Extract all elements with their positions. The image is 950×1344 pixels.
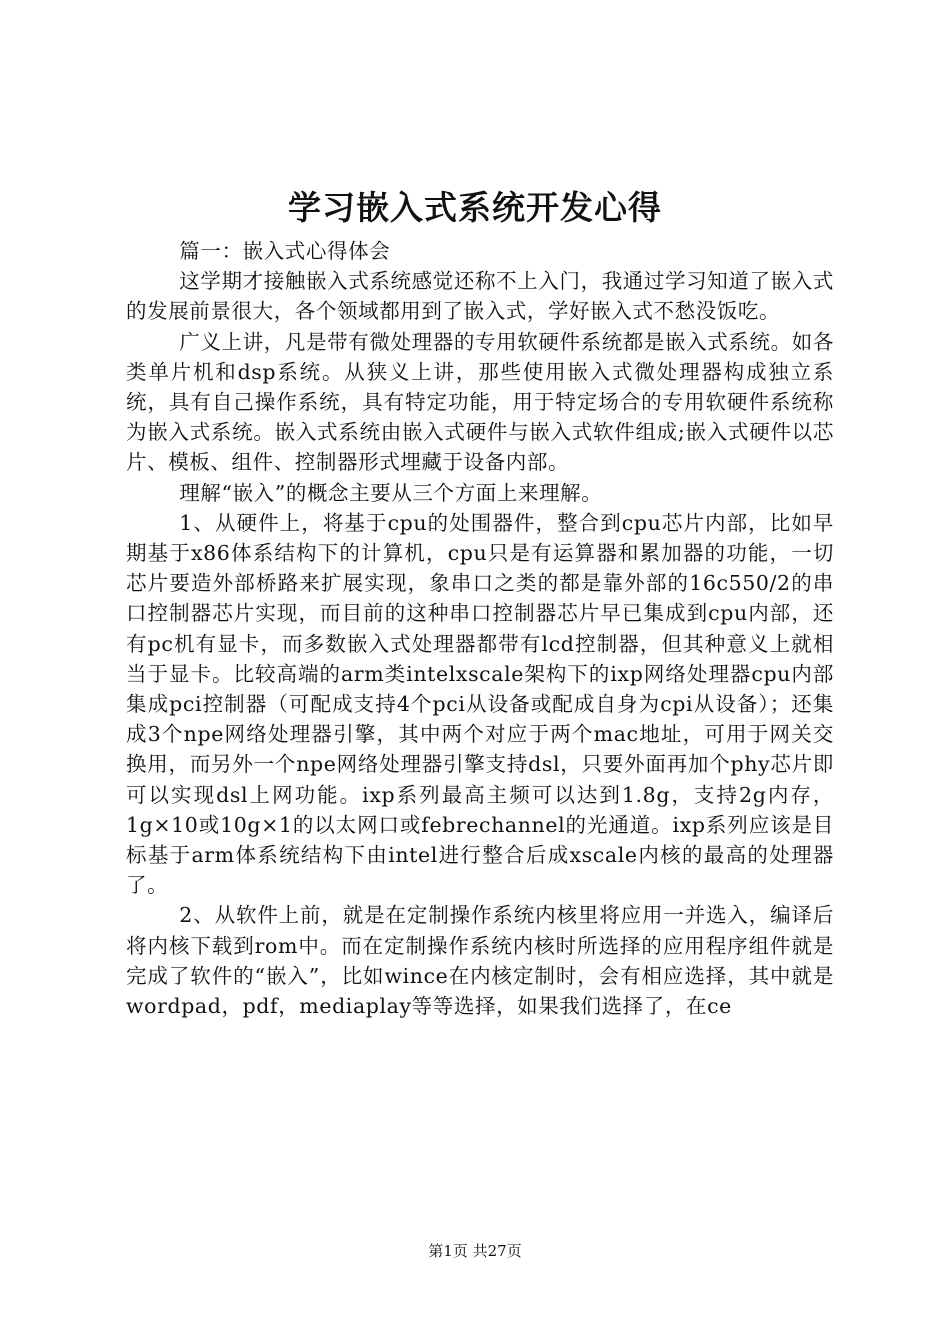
section-heading: 篇一：嵌入式心得体会 — [179, 239, 391, 263]
paragraph: 理解“嵌入”的概念主要从三个方面上来理解。 — [179, 480, 603, 505]
page-number: 第1页 共27页 — [428, 1242, 522, 1260]
paragraph: 广义上讲，凡是带有微处理器的专用软硬件系统都是嵌入式系统。如各类单片机和dsp系统。从狭义上讲，那些使用嵌入式微处理器构成独立系统，具有自己操作系统，具有特定功能，用于特定场合的专用软硬件系统称为嵌入式系统。嵌入式系统由嵌入式硬件与嵌入式软件组成;嵌入式硬件以芯片、模板、组件、控制器形式埋藏于设备内部。 — [126, 329, 834, 475]
paragraph: 2、从软件上前，就是在定制操作系统内核里将应用一并选入，编译后将内核下载到rom中。而在定制操作系统内核时所选择的应用程序组件就是完成了软件的“嵌入”，比如wince在内核定制时，会有相应选择，其中就是wordpad，pdf，mediaplay等等选择，如果我们选择了，在ce — [126, 903, 834, 1019]
document-body — [126, 236, 834, 1021]
paragraph: 1、从硬件上，将基于cpu的处围器件，整合到cpu芯片内部，比如早期基于x86体系结构下的计算机，cpu只是有运算器和累加器的功能，一切芯片要造外部桥路来扩展实现，象串口之类的都是靠外部的16c550/2的串口控制器芯片实现，而目前的这种串口控制器芯片早已集成到cpu内部，还有pc机有显卡，而多数嵌入式处理器都带有lcd控制器，但其种意义上就相当于显卡。比较高端的arm类intelxscale架构下的ixp网络处理器cpu内部集成pci控制器（可配成支持4个pci从设备或配成自身为cpi从设备）；还集成3个npe网络处理器引擎，其中两个对应于两个mac地址，可用于网关交换用，而另外一个npe网络处理器引擎支持dsl，只要外面再加个phy芯片即可以实现dsl上网功能。ixp系列最高主频可以达到1.8g，支持2g内存，1g×10或10g×1的以太网口或febrechannel的光通道。ixp系列应该是目标基于arm体系统结构下由intel进行整合后成xscale内核的最高的处理器了。 — [126, 510, 834, 898]
paragraph: 这学期才接触嵌入式系统感觉还称不上入门，我通过学习知道了嵌入式的发展前景很大，各个领域都用到了嵌入式，学好嵌入式不愁没饭吃。 — [126, 269, 834, 324]
document-title: 学习嵌入式系统开发心得 — [288, 188, 662, 227]
